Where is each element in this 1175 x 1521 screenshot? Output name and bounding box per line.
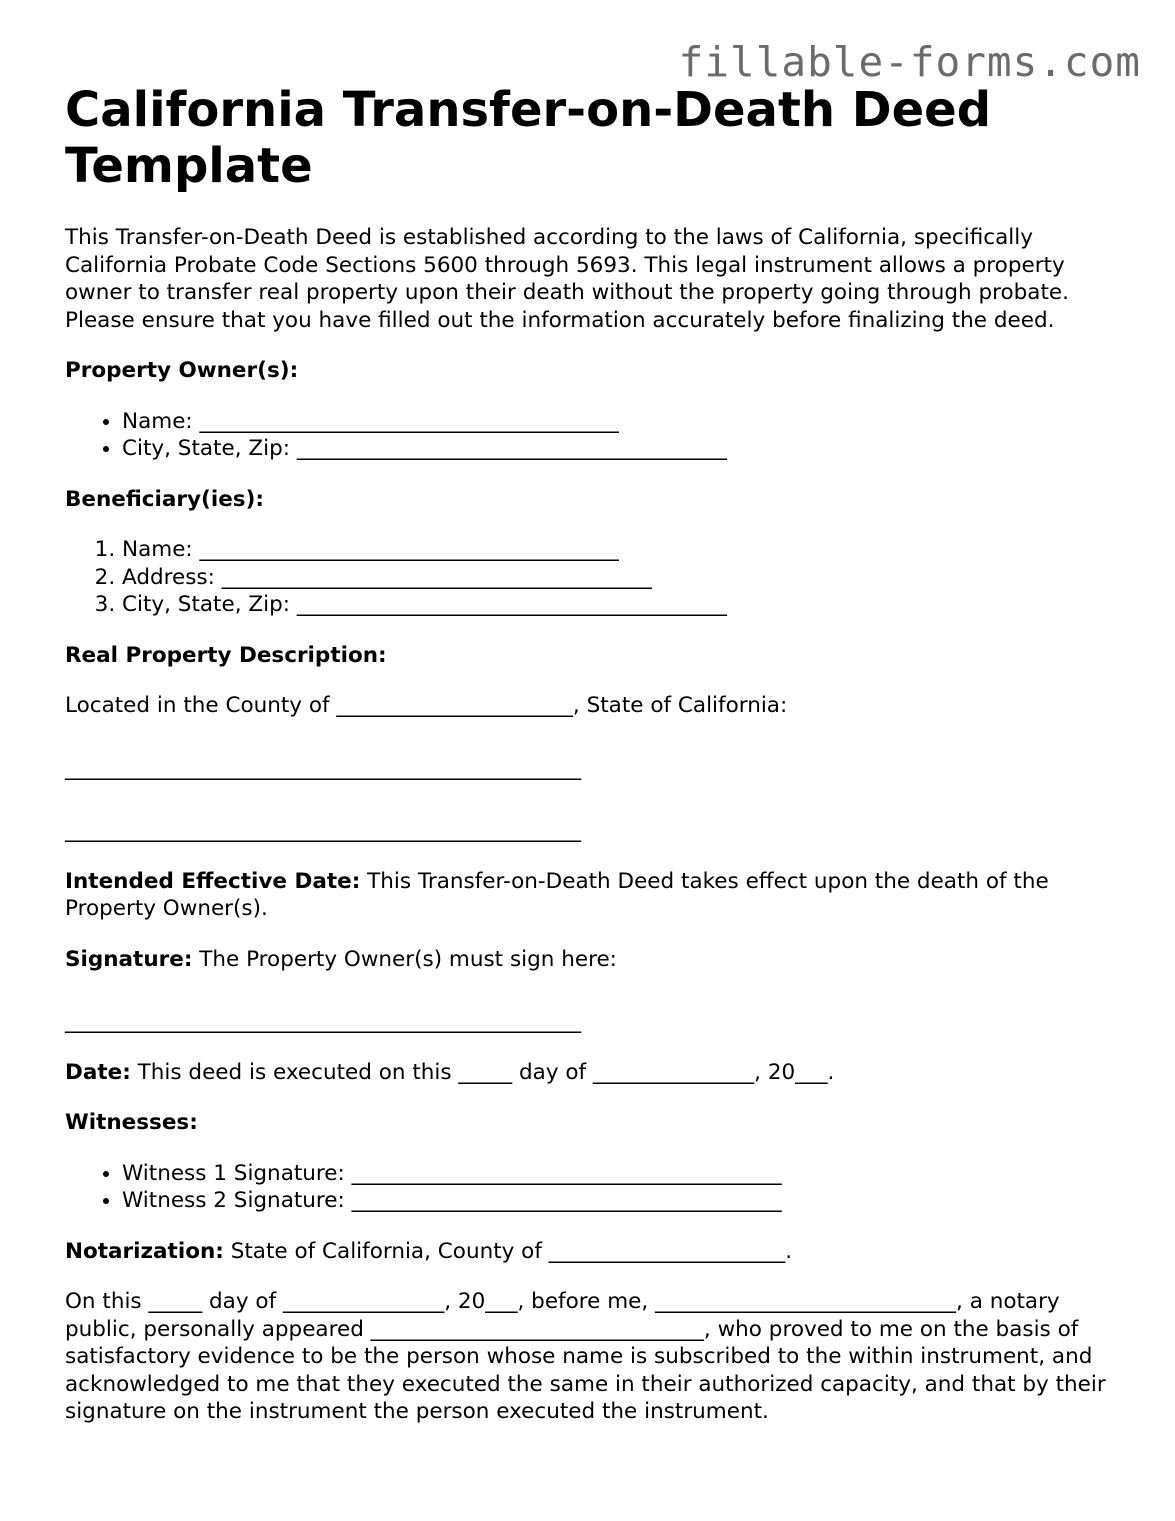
watermark: fillable-forms.com [678,38,1141,86]
date-paragraph[interactable] [65,1059,1115,1087]
intro-paragraph: This Transfer-on-Death Deed is established according to the laws of California, specifically California Probate Code Sections 5600 through 5693. This legal instrument allows a property owner to transfer real property upon their death without the property going through probate. Please ensure that you have filled out the information accurately before finalizing the deed. [65,225,1069,333]
page-title: California Transfer-on-Death Deed Template [65,82,992,194]
date-label: Date: [65,1059,131,1085]
signature-text: The Property Owner(s) must sign here: [192,946,617,972]
signature-label: Signature: [65,946,193,972]
effective-date-paragraph [65,868,1115,923]
beneficiaries-heading: Beneficiary(ies): [65,486,265,512]
owners-list [65,408,1115,463]
effective-date-label: Intended Effective Date: [65,868,361,894]
notarization-text: State of California, County of ______________________. [223,1238,793,1264]
owners-heading: Property Owner(s): [65,358,299,383]
property-heading: Real Property Description: [65,642,387,668]
beneficiary-address-field[interactable]: 2. Address: ________________________________________ [122,564,1115,592]
owner-name-field[interactable]: • Name: _______________________________________ [122,408,1115,436]
signature-line[interactable]: ________________________________________________ [65,1009,581,1034]
signature-paragraph [65,946,1115,974]
beneficiary-city-state-zip-field[interactable]: 3. City, State, Zip: ________________________________________ [122,591,1115,619]
witness-1-signature-field[interactable]: • Witness 1 Signature: ________________________________________ [122,1160,1115,1188]
notarization-label: Notarization: [65,1238,224,1264]
owner-city-state-zip-field[interactable]: • City, State, Zip: ________________________________________ [122,435,1115,463]
effective-date-text: This Transfer-on-Death Deed takes effect upon the death of the Property Owner(s). [65,868,1049,921]
beneficiaries-list [65,536,1115,619]
witnesses-list [65,1160,1115,1215]
witnesses-heading: Witnesses: [65,1110,198,1135]
property-description-line-2[interactable]: ________________________________________________ [65,818,581,843]
beneficiary-name-field[interactable]: 1. Name: _______________________________________ [122,536,1115,564]
witness-2-signature-field[interactable]: • Witness 2 Signature: ________________________________________ [122,1187,1115,1215]
document-page [65,82,1115,1426]
notarization-paragraph[interactable] [65,1238,1115,1266]
date-text: This deed is executed on this _____ day of _______________, 20___. [130,1059,835,1085]
acknowledgment-paragraph[interactable]: On this _____ day of _______________, 20___, before me, ____________________________, a notary public, personally appeared _______________________________, who proved to me on the basis of satisfactory evidence to be the person whose name is subscribed to the within instrument, and acknowledged to me that they executed the same in their authorized capacity, and that by their signature on the instrument the person executed the instrument. [65,1289,1106,1424]
county-line[interactable]: Located in the County of ______________________, State of California: [65,693,788,718]
property-description-line-1[interactable]: ________________________________________________ [65,755,581,781]
